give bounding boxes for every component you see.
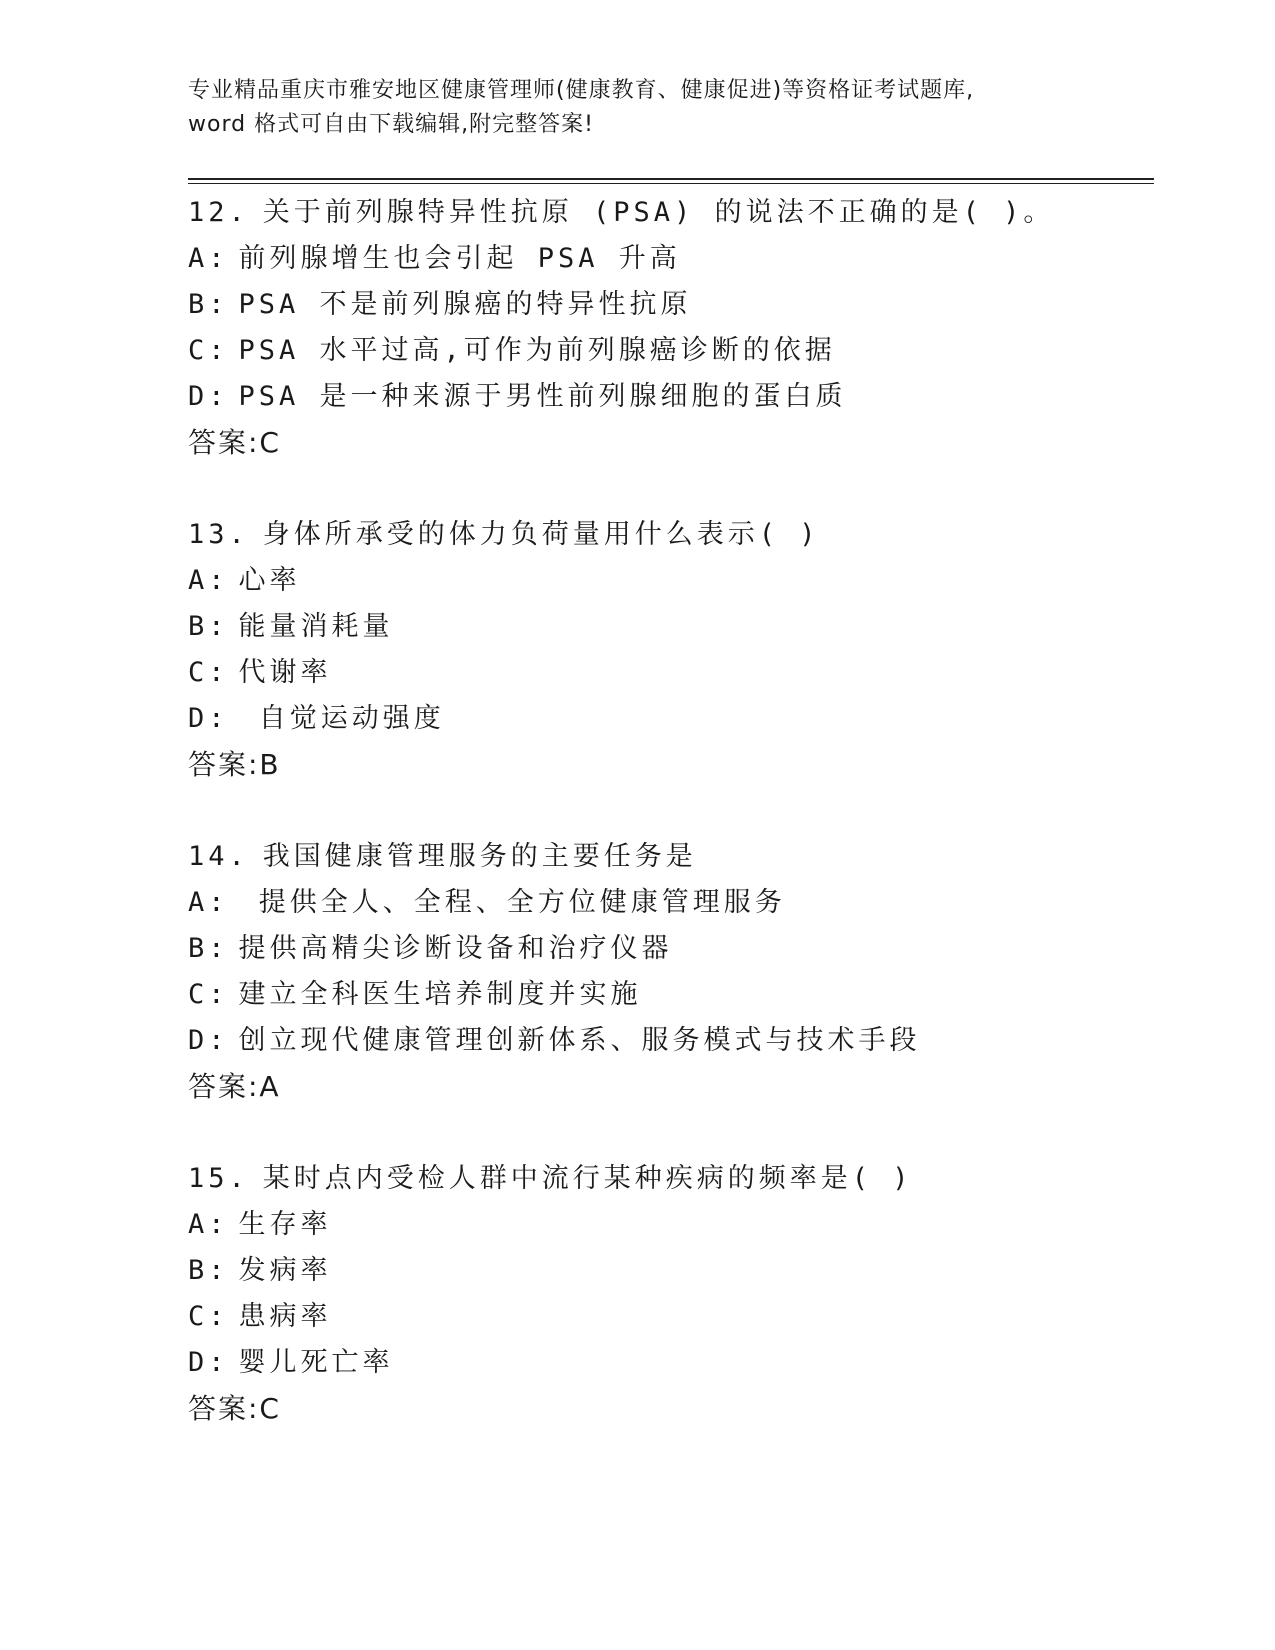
- option-c: [188, 650, 1168, 696]
- question-stem: [188, 834, 1168, 880]
- answer-line: 答案:C: [188, 426, 281, 459]
- answer-line: 答案:A: [188, 1070, 281, 1103]
- header-divider-thin: [188, 183, 1154, 184]
- document-header: [188, 74, 1108, 142]
- option-letter: B:: [188, 289, 229, 320]
- option-text: 患病率: [238, 1301, 332, 1332]
- question-13: [188, 512, 1168, 788]
- option-text: PSA 水平过高,可作为前列腺癌诊断的依据: [238, 335, 836, 366]
- option-b: [188, 604, 1168, 650]
- option-text: 能量消耗量: [238, 611, 394, 642]
- option-letter: C:: [188, 1301, 229, 1332]
- option-a: [188, 558, 1168, 604]
- option-text: PSA 是一种来源于男性前列腺细胞的蛋白质: [238, 381, 847, 412]
- option-text: 生存率: [238, 1209, 332, 1240]
- option-text: 发病率: [238, 1255, 332, 1286]
- option-d: [188, 1018, 1168, 1064]
- option-text: 代谢率: [238, 657, 332, 688]
- question-number: 14.: [188, 841, 249, 872]
- option-d: [188, 696, 1168, 742]
- option-d: [188, 374, 1168, 420]
- option-a: [188, 1202, 1168, 1248]
- question-stem: [188, 190, 1168, 236]
- question-15: [188, 1156, 1168, 1432]
- option-a: [188, 236, 1168, 282]
- option-text: 创立现代健康管理创新体系、服务模式与技术手段: [238, 1025, 921, 1056]
- question-list: [188, 190, 1168, 1432]
- option-a: [188, 880, 1168, 926]
- question-stem: [188, 512, 1168, 558]
- option-letter: A:: [188, 1209, 229, 1240]
- option-letter: C:: [188, 335, 229, 366]
- option-letter: D:: [188, 1025, 229, 1056]
- option-text: 前列腺增生也会引起 PSA 升高: [238, 243, 681, 274]
- option-d: [188, 1340, 1168, 1386]
- question-text: 身体所承受的体力负荷量用什么表示( ): [262, 519, 820, 550]
- option-letter: A:: [188, 243, 229, 274]
- question-14: [188, 834, 1168, 1110]
- question-stem: [188, 1156, 1168, 1202]
- option-text: 提供高精尖诊断设备和治疗仪器: [238, 933, 673, 964]
- option-text: 建立全科医生培养制度并实施: [238, 979, 642, 1010]
- option-b: [188, 282, 1168, 328]
- option-text: PSA 不是前列腺癌的特异性抗原: [238, 289, 692, 320]
- option-text: 自觉运动强度: [238, 703, 445, 734]
- option-text: 婴儿死亡率: [238, 1347, 394, 1378]
- option-letter: A:: [188, 887, 229, 918]
- question-text: 某时点内受检人群中流行某种疾病的频率是( ): [262, 1163, 913, 1194]
- option-c: [188, 1294, 1168, 1340]
- question-text: 我国健康管理服务的主要任务是: [262, 841, 697, 872]
- option-letter: B:: [188, 611, 229, 642]
- question-number: 12.: [188, 197, 249, 228]
- option-letter: B:: [188, 1255, 229, 1286]
- answer-line: 答案:C: [188, 1392, 281, 1425]
- option-c: [188, 972, 1168, 1018]
- option-letter: B:: [188, 933, 229, 964]
- header-line-1: 专业精品重庆市雅安地区健康管理师(健康教育、健康促进)等资格证考试题库,: [188, 78, 975, 103]
- header-line-2: word 格式可自由下载编辑,附完整答案!: [188, 112, 594, 137]
- option-letter: D:: [188, 381, 229, 412]
- header-divider-thick: [188, 178, 1154, 180]
- option-text: 提供全人、全程、全方位健康管理服务: [238, 887, 786, 918]
- option-b: [188, 926, 1168, 972]
- option-letter: A:: [188, 565, 229, 596]
- option-b: [188, 1248, 1168, 1294]
- option-letter: D:: [188, 703, 229, 734]
- option-text: 心率: [238, 565, 301, 596]
- answer-line: 答案:B: [188, 748, 281, 781]
- option-letter: C:: [188, 657, 229, 688]
- option-c: [188, 328, 1168, 374]
- question-12: [188, 190, 1168, 466]
- question-text: 关于前列腺特异性抗原 (PSA) 的说法不正确的是( )。: [262, 197, 1055, 228]
- question-number: 13.: [188, 519, 249, 550]
- option-letter: D:: [188, 1347, 229, 1378]
- question-number: 15.: [188, 1163, 249, 1194]
- option-letter: C:: [188, 979, 229, 1010]
